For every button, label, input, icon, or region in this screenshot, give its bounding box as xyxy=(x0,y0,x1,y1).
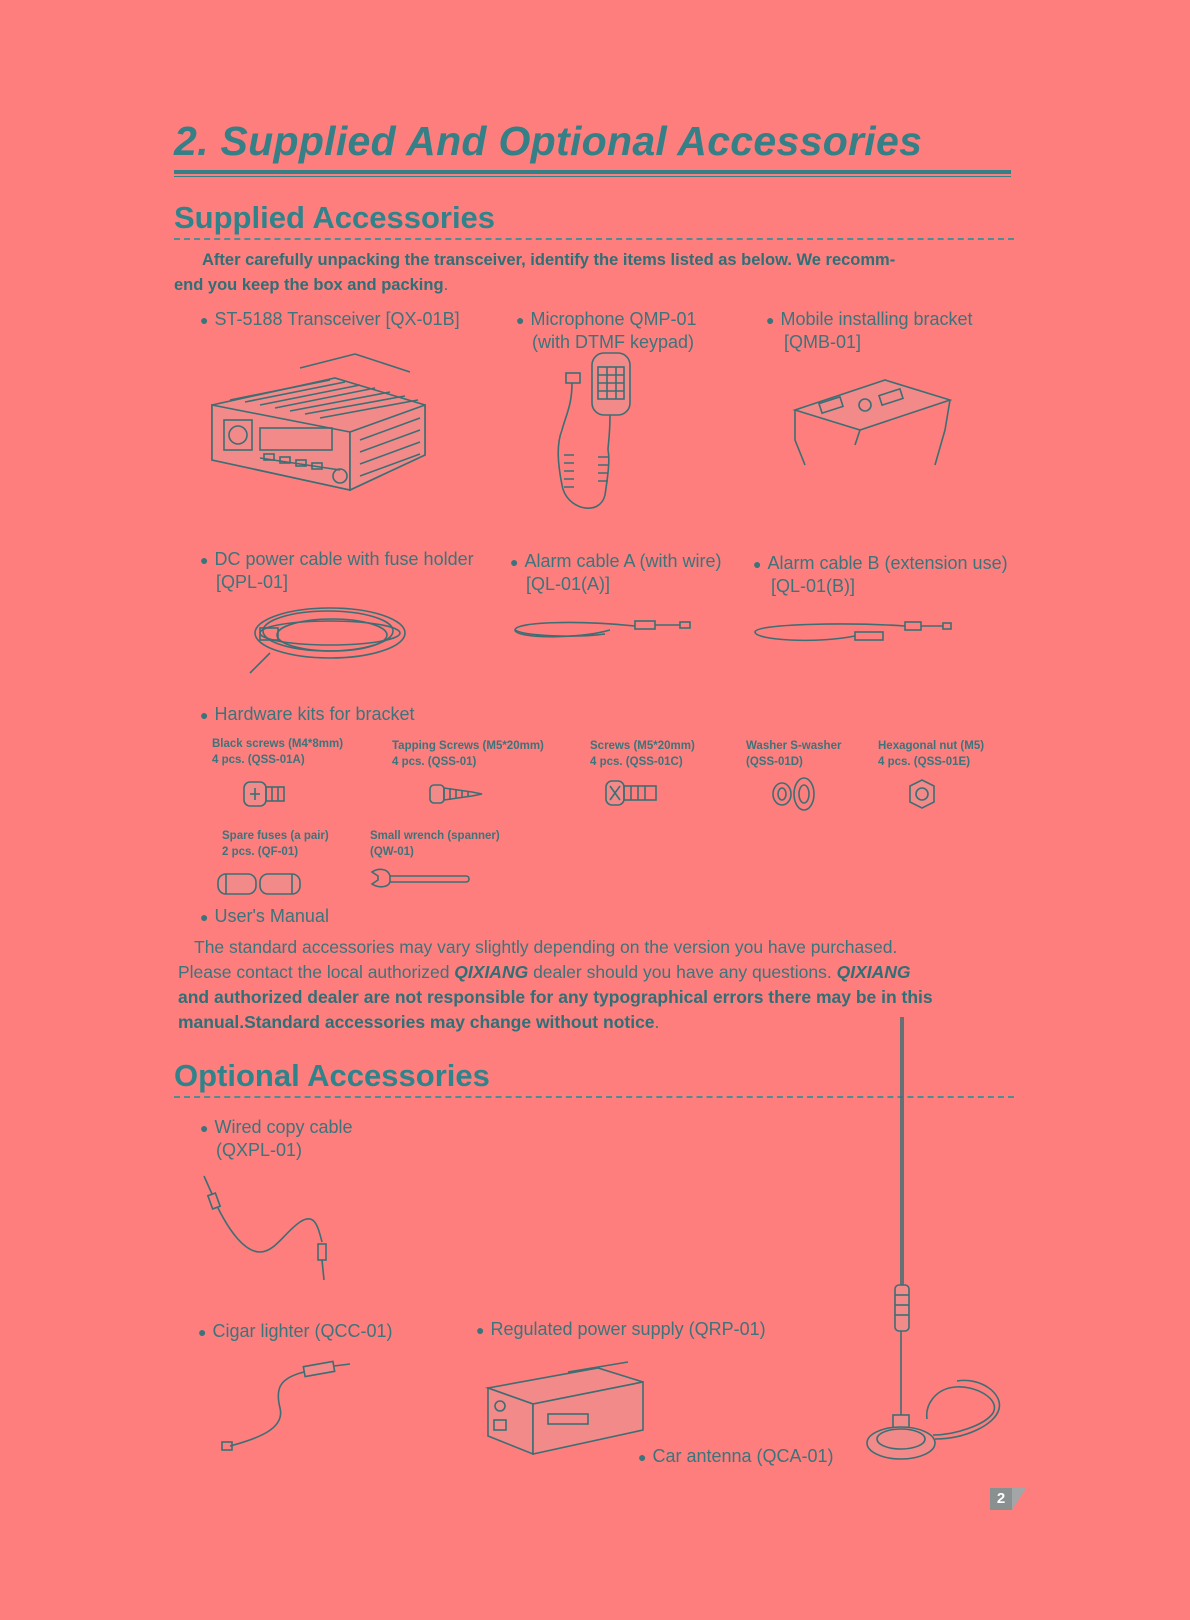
bullet-icon: ● xyxy=(200,909,209,925)
note-text: Please contact the local authorized xyxy=(178,962,455,982)
optional-heading: Optional Accessories xyxy=(174,1058,490,1093)
intro-line-2: end you keep the box and packing xyxy=(174,276,444,294)
item-label: Car antenna (QCA-01) xyxy=(652,1446,834,1466)
item-cigar-lighter xyxy=(198,1320,393,1343)
item-label: DC power cable with fuse holder xyxy=(214,549,474,569)
bullet-icon: ● xyxy=(510,554,519,570)
hw-sublabel: 4 pcs. (QSS-01C) xyxy=(590,756,683,768)
item-transceiver xyxy=(200,308,460,331)
bracket-image xyxy=(775,370,955,480)
brand-name: QIXIANG xyxy=(454,962,529,982)
item-alarm-cable-b xyxy=(753,552,1008,597)
item-label: Cigar lighter (QCC-01) xyxy=(212,1321,393,1341)
note-line-2 xyxy=(178,960,1018,985)
hw-label: Tapping Screws (M5*20mm) xyxy=(392,740,544,752)
bullet-icon: ● xyxy=(476,1322,485,1338)
hw-label: Hexagonal nut (M5) xyxy=(878,740,985,752)
bullet-icon: ● xyxy=(753,556,762,572)
hw-label: Black screws (M4*8mm) xyxy=(212,738,344,750)
hw-sublabel: 4 pcs. (QSS-01E) xyxy=(878,756,971,768)
item-power-supply xyxy=(476,1318,766,1341)
hardware-washer xyxy=(746,738,841,770)
note-period: . xyxy=(654,1012,660,1032)
item-sublabel: (QXPL-01) xyxy=(216,1140,303,1160)
item-sublabel: [QL-01(A)] xyxy=(526,574,611,594)
brand-name: QIXIANG xyxy=(836,962,911,982)
hw-label: Spare fuses (a pair) xyxy=(222,830,329,842)
bullet-icon: ● xyxy=(200,552,209,568)
bullet-icon: ● xyxy=(198,1324,207,1340)
hw-sublabel: 4 pcs. (QSS-01A) xyxy=(212,754,305,766)
page-title: 2. Supplied And Optional Accessories xyxy=(174,118,923,164)
bullet-icon: ● xyxy=(200,707,209,723)
item-label: User's Manual xyxy=(214,906,329,926)
cigar-lighter-image xyxy=(220,1358,360,1458)
item-label: Alarm cable A (with wire) xyxy=(524,551,722,571)
black-screw-icon xyxy=(242,778,292,810)
hw-sublabel: 4 pcs. (QSS-01) xyxy=(392,756,477,768)
item-label: ST-5188 Transceiver [QX-01B] xyxy=(214,309,460,329)
copy-cable-image xyxy=(200,1172,350,1292)
item-label: Microphone QMP-01 xyxy=(530,309,697,329)
hardware-heading xyxy=(200,703,415,726)
alarm-cable-b-image xyxy=(755,620,955,660)
screw-icon xyxy=(604,778,660,808)
item-sublabel: [QMB-01] xyxy=(784,332,862,352)
washer-icon xyxy=(770,776,826,812)
note-text: manual.Standard accessories may change without notice xyxy=(178,1012,655,1032)
hw-sublabel: (QSS-01D) xyxy=(746,756,803,768)
hex-nut-icon xyxy=(906,778,940,810)
item-label: Mobile installing bracket xyxy=(780,309,973,329)
supplied-divider xyxy=(174,238,1014,240)
page-badge-arrow-icon xyxy=(1012,1488,1028,1510)
title-rule xyxy=(174,170,1011,174)
bullet-icon: ● xyxy=(200,312,209,328)
item-bracket xyxy=(766,308,973,353)
item-wired-copy-cable xyxy=(200,1116,353,1161)
hw-label: Small wrench (spanner) xyxy=(370,830,500,842)
item-sublabel: [QPL-01] xyxy=(216,572,289,592)
hw-label: Screws (M5*20mm) xyxy=(590,740,695,752)
car-antenna-image xyxy=(855,1015,1015,1485)
item-sublabel: [QL-01(B)] xyxy=(771,576,856,596)
dc-cable-image xyxy=(250,598,410,678)
item-users-manual xyxy=(200,905,329,928)
item-label: Wired copy cable xyxy=(214,1117,353,1137)
fuse-icon xyxy=(216,870,306,898)
tapping-screw-icon xyxy=(428,782,484,806)
microphone-image xyxy=(550,345,660,525)
item-sublabel: (with DTMF keypad) xyxy=(532,332,695,352)
bullet-icon: ● xyxy=(766,312,775,328)
bullet-icon: ● xyxy=(200,1120,209,1136)
item-car-antenna xyxy=(638,1445,834,1468)
note-text: dealer should you have any questions. xyxy=(528,962,837,982)
intro-line-1: After carefully unpacking the transceiver, identify the items listed as below. We recomm- xyxy=(202,251,896,269)
item-label: Regulated power supply (QRP-01) xyxy=(490,1319,766,1339)
page-number-badge: 2 xyxy=(990,1488,1012,1510)
item-label: Hardware kits for bracket xyxy=(214,704,415,724)
hardware-black-screws xyxy=(212,736,343,768)
hw-label: Washer S-washer xyxy=(746,740,842,752)
power-supply-image xyxy=(488,1358,648,1458)
hardware-screws xyxy=(590,738,695,770)
item-label: Alarm cable B (extension use) xyxy=(767,553,1008,573)
hw-sublabel: (QW-01) xyxy=(370,846,414,858)
note-line-1: The standard accessories may vary slightly depending on the version you have purchased. xyxy=(194,937,898,957)
hardware-wrench xyxy=(370,828,500,860)
intro-period: . xyxy=(443,276,449,294)
title-rule-thin xyxy=(174,176,1011,177)
note-line-3: and authorized dealer are not responsible for any typographical errors there may be in this xyxy=(178,987,933,1007)
item-alarm-cable-a xyxy=(510,550,722,595)
supplied-heading: Supplied Accessories xyxy=(174,200,496,235)
hardware-tapping-screws xyxy=(392,738,544,770)
hw-sublabel: 2 pcs. (QF-01) xyxy=(222,846,299,858)
item-dc-cable xyxy=(200,548,474,593)
wrench-icon xyxy=(368,866,474,892)
hardware-hex-nut xyxy=(878,738,984,770)
alarm-cable-a-image xyxy=(515,618,695,658)
bullet-icon: ● xyxy=(638,1449,647,1465)
bullet-icon: ● xyxy=(516,312,525,328)
supplied-intro xyxy=(174,248,1019,298)
transceiver-image xyxy=(210,350,430,525)
hardware-spare-fuses xyxy=(222,828,329,860)
